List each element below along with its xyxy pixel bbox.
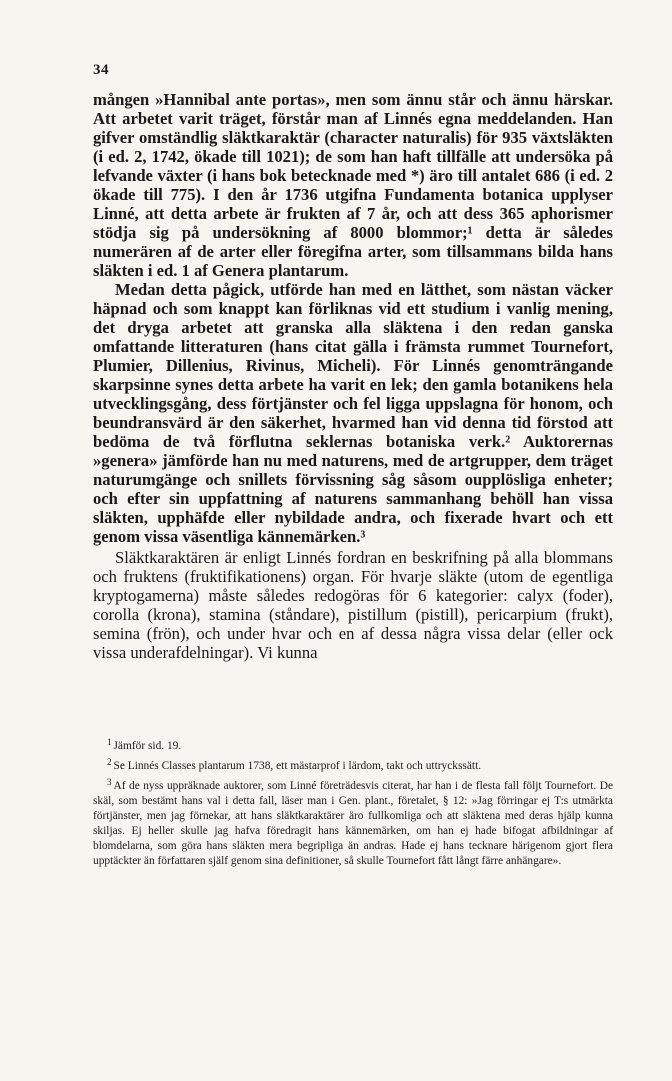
footnote-1-text: Jämför sid. 19. [113, 740, 182, 752]
footnote-2-text: Se Linnés Classes plantarum 1738, ett mästarprof i lärdom, takt och uttryckssätt. [113, 760, 482, 772]
body-text [93, 90, 613, 662]
footnote-1-mark: 1 [107, 737, 112, 747]
paragraph-3: Släktkaraktären är enligt Linnés fordran en beskrifning på alla blommans och fruktens (fruktifikationens) organ. För hvarje släkte (utom de egentliga kryptogamerna) måste således redogöras för 6 kategorier: calyx (foder), corolla (krona), stamina (ståndare), pistillum (pistill), pericarpium (frukt), semina (frön), och under hvar och en af dessa några vissa delar (eller ock vissa underafdelningar). Vi kunna [93, 548, 613, 662]
footnote-3 [93, 775, 613, 869]
footnote-3-text: Af de nyss uppräknade auktorer, som Linné företrädesvis citerat, har han i de flesta fall följt Tournefort. De skäl, som bestämt hans val i detta fall, läser man i Gen. plant., företalet, § 12: »Jag förringar ej T:s utmärkta förtjänster, men jag förnekar, att hans släktkaraktärer äro fullkomliga och att släktena med deras hjälp kunna skiljas. Ej heller skulle jag hafva föredragit hans kännemärken, om han ej hade bifogat afbildningar af blomdelarna, som göra hans släkten mera begripliga än andras. Hade ej hans tecknare härigenom gjort flera upptäckter än författaren själf genom sina definitioner, så skulle Tournefort fått långt färre anhängare». [93, 780, 613, 867]
paragraph-1: mången »Hannibal ante portas», men som ännu står och ännu härskar. Att arbetet varit träget, förstår man af Linnés egna meddelanden. Han gifver omständlig släktkaraktär (character naturalis) för 935 växtsläkten (i ed. 2, 1742, ökade till 1021); de som han haft tillfälle att undersöka på lefvande växter (i hans bok betecknade med *) äro till antalet 686 (i ed. 2 ökade till 775). I den år 1736 utgifna Fundamenta botanica upplyser Linné, att detta arbete är frukten af 7 år, och att dess 365 aphorismer stödja sig på undersökning af 8000 blommor;¹ detta är således numerären af de arter eller föregifna arter, som tillsammans bilda hans släkten i ed. 1 af Genera plantarum. [93, 90, 613, 280]
footnote-2-mark: 2 [107, 757, 112, 767]
footnote-3-mark: 3 [107, 777, 112, 787]
page-number: 34 [93, 62, 109, 78]
footnotes [93, 735, 613, 870]
footnote-1 [93, 735, 613, 754]
footnote-2 [93, 755, 613, 774]
paragraph-2: Medan detta pågick, utförde han med en lätthet, som nästan väcker häpnad och som knappt kan förliknas vid ett studium i vanlig mening, det dryga arbetet att granska alla släktena i den redan ganska omfattande litteraturen (hans citat gälla i främsta rummet Tournefort, Plumier, Dillenius, Rivinus, Micheli). För Linnés genomträngande skarpsinne synes detta arbete ha varit en lek; den gamla botanikens hela utvecklingsgång, dess förtjänster och fel ligga uppslagna för honom, och beundransvärd är den säkerhet, hvarmed han vid denna tid förstod att bedöma de två förflutna seklernas botaniska verk.² Auktorernas »genera» jämförde han nu med naturens, med de artgrupper, dem träget naturumgänge och snillets förvissning såg såsom oupplösliga enheter; och efter sin uppfattning af naturens sammanhang behöll han vissa släkten, upphäfde eller nybildade andra, och fixerade hvart och ett genom vissa väsentliga kännemärken.³ [93, 280, 613, 546]
